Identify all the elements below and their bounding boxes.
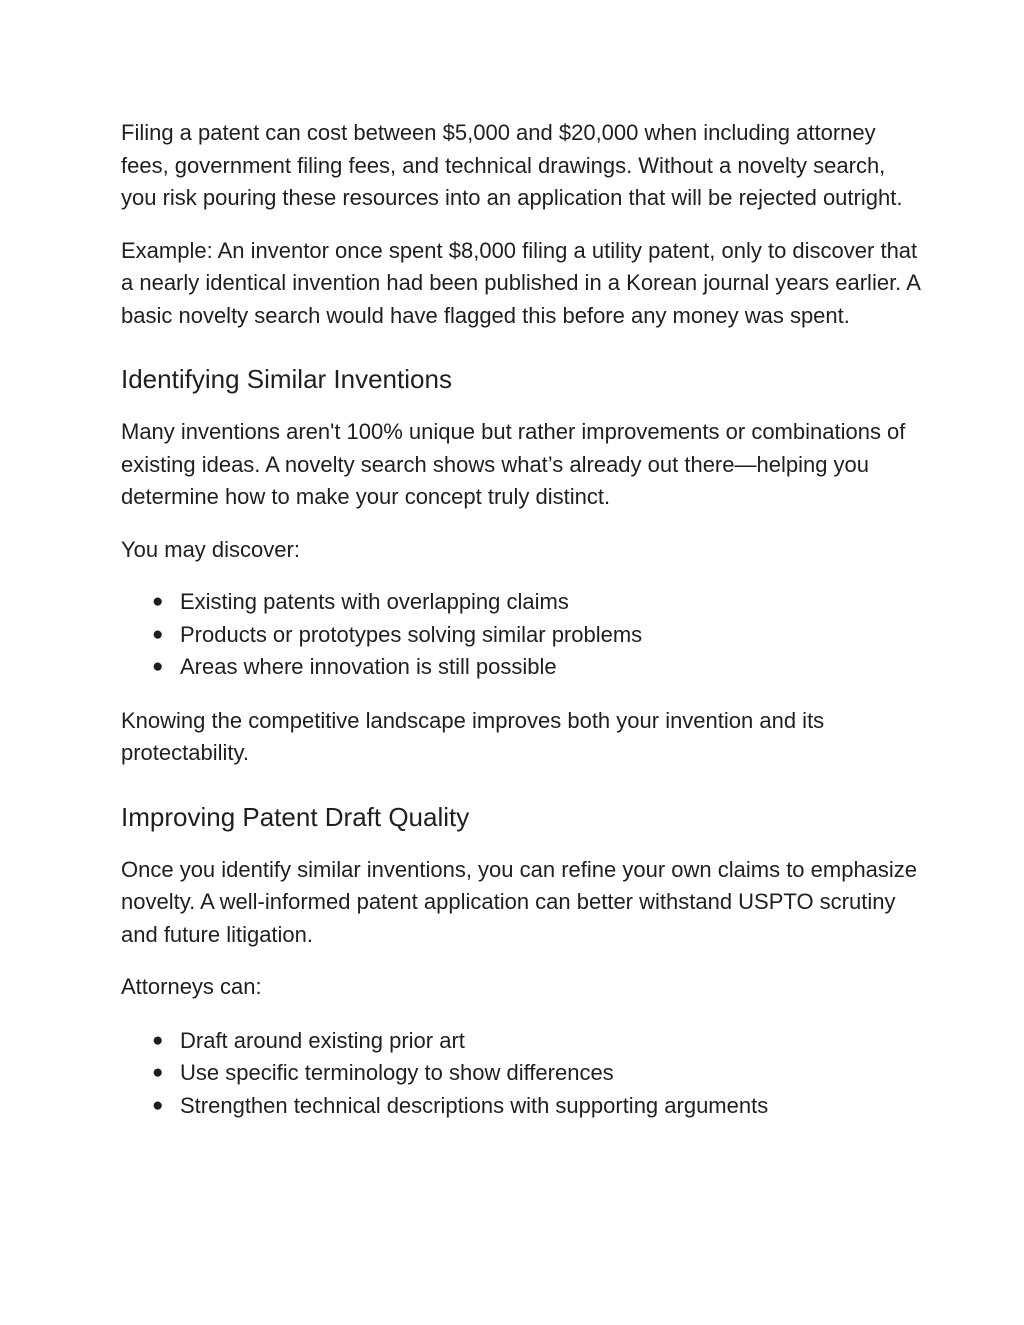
bullet-icon: ● xyxy=(152,1029,164,1051)
list-item-text: Existing patents with overlapping claims xyxy=(180,589,569,614)
bullet-icon: ● xyxy=(152,623,164,645)
list-item-text: Strengthen technical descriptions with supporting arguments xyxy=(180,1092,769,1118)
list-item-text: Products or prototypes solving similar problems xyxy=(180,621,643,647)
paragraph-competitive-landscape: Knowing the competitive landscape improves both your invention and its protectability. xyxy=(121,707,825,765)
list-item xyxy=(121,586,921,619)
list-item xyxy=(121,1025,921,1058)
bullet-icon: ● xyxy=(152,1062,164,1083)
list-item xyxy=(121,651,921,684)
bullet-icon: ● xyxy=(152,591,164,612)
list-item-text: Use specific terminology to show differences xyxy=(180,1060,614,1085)
list-item xyxy=(121,1090,921,1123)
heading-improving-patent-draft-quality: Improving Patent Draft Quality xyxy=(121,801,470,832)
heading-identifying-similar-inventions: Identifying Similar Inventions xyxy=(121,364,452,394)
bullet-icon: ● xyxy=(152,1094,164,1116)
list-item-text: Draft around existing prior art xyxy=(180,1027,465,1053)
discover-list xyxy=(121,586,921,684)
paragraph-patent-cost: Filing a patent can cost between $5,000 and $20,000 when including attorney fees, government filing fees, and technical drawings. Without a novelty search, you risk pouring these resources into an application that will be rejected outright. xyxy=(121,120,903,210)
document-page xyxy=(121,117,921,1122)
bullet-icon: ● xyxy=(152,656,164,677)
paragraph-many-inventions: Many inventions aren't 100% unique but rather improvements or combinations of existing ideas. A novelty search shows what’s already out there—helping you determine how to make your concept truly distinct. xyxy=(121,419,906,509)
list-item xyxy=(121,619,921,652)
paragraph-example: Example: An inventor once spent $8,000 filing a utility patent, only to discover that a nearly identical invention had been published in a Korean journal years earlier. A basic novelty search would have flagged this before any money was spent. xyxy=(121,237,920,328)
paragraph-attorneys-can: Attorneys can: xyxy=(121,974,262,999)
paragraph-refine-claims: Once you identify similar inventions, you can refine your own claims to emphasize novelty. A well-informed patent application can better withstand USPTO scrutiny and future litigation. xyxy=(121,856,918,947)
paragraph-you-may-discover: You may discover: xyxy=(121,536,300,562)
list-item xyxy=(121,1057,921,1090)
list-item-text: Areas where innovation is still possible xyxy=(180,654,557,679)
attorneys-list xyxy=(121,1025,921,1123)
